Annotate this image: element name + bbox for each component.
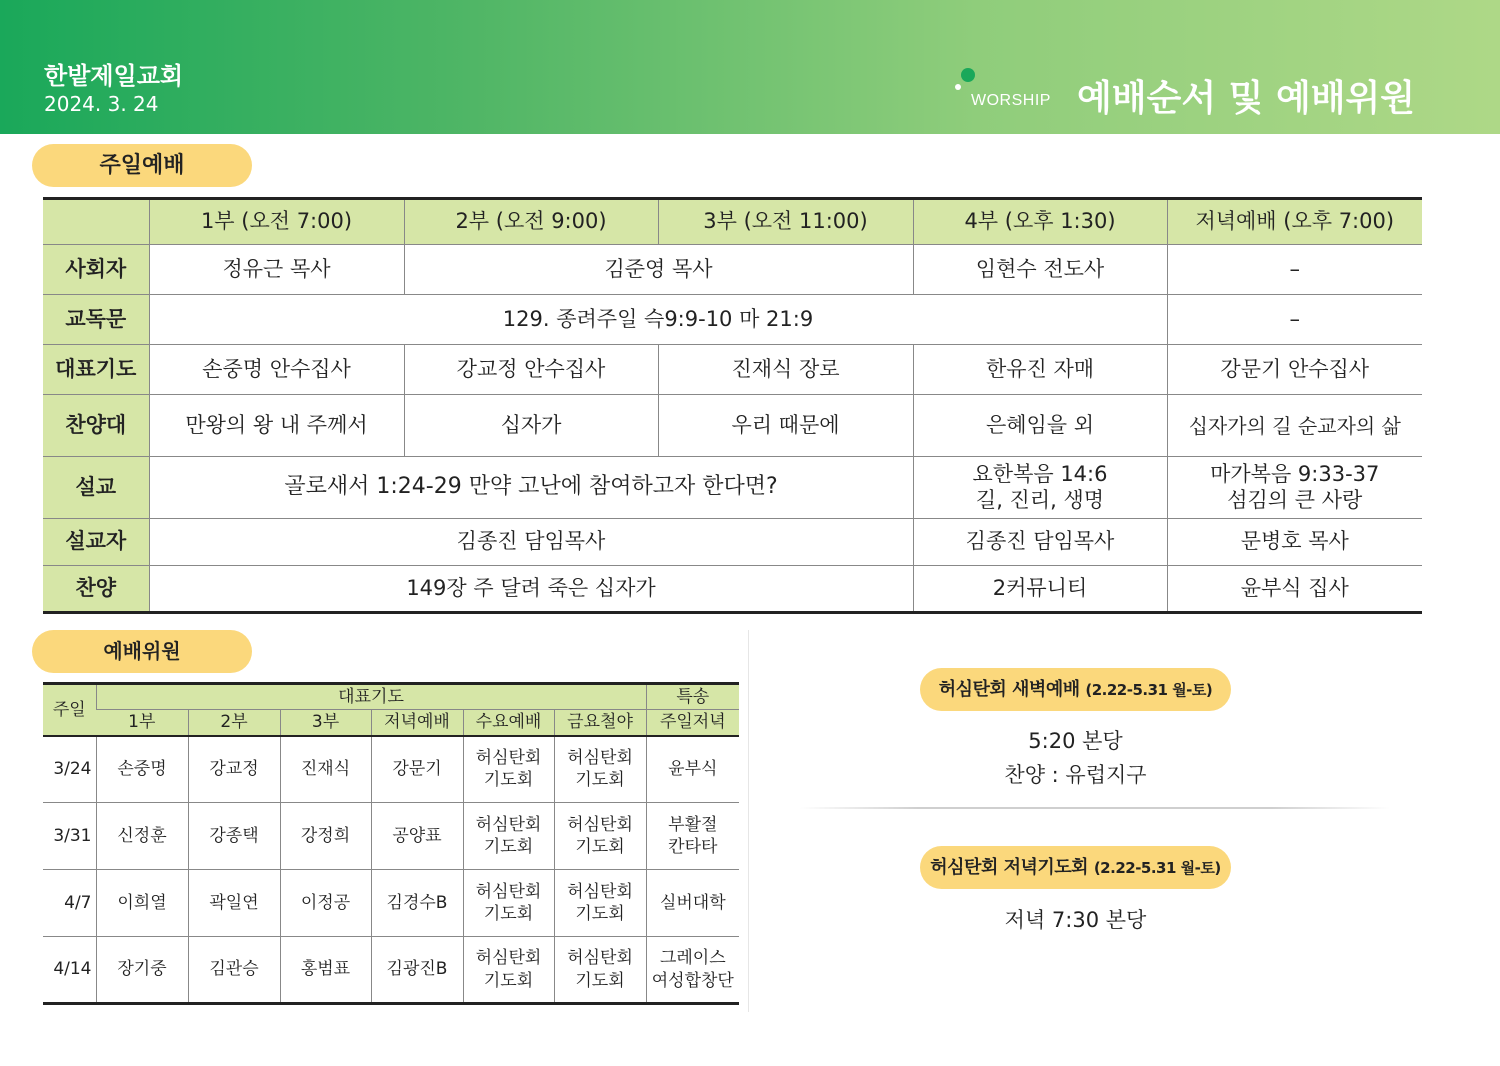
notice-divider xyxy=(800,807,1390,809)
column-header: 3부 (오전 11:00) xyxy=(658,199,913,245)
table-cell xyxy=(554,736,646,803)
column-divider xyxy=(748,630,749,1012)
week-date: 3/24 xyxy=(43,736,96,803)
cell-line: 기도회 xyxy=(575,837,625,857)
table-cell xyxy=(554,937,646,1004)
dawn-service-time: 5:20 본당 xyxy=(1028,729,1123,753)
sub-header: 저녁예배 xyxy=(371,710,463,736)
table-cell: 강문기 xyxy=(371,736,463,803)
table-cell: 진재식 xyxy=(280,736,371,803)
table-cell: – xyxy=(1167,245,1422,295)
table-row xyxy=(43,937,739,1004)
table-cell: 김종진 담임목사 xyxy=(149,519,913,566)
row-header: 찬양 xyxy=(43,566,149,613)
week-header: 주일 xyxy=(43,684,96,736)
table-cell xyxy=(463,937,554,1004)
cell-line: 허심탄회 xyxy=(475,814,542,835)
table-cell: 이정공 xyxy=(280,870,371,937)
prayer-group-header: 대표기도 xyxy=(96,684,646,710)
table-cell: 정유근 목사 xyxy=(149,245,404,295)
table-cell xyxy=(646,736,739,803)
sub-header: 1부 xyxy=(96,710,188,736)
cell-line: 기도회 xyxy=(483,970,534,991)
evening-prayer-time: 저녁 7:30 본당 xyxy=(1004,908,1147,932)
sub-header: 수요예배 xyxy=(463,710,554,736)
table-cell: 홍범표 xyxy=(280,937,371,1004)
table-cell: 149장 주 달려 죽은 십자가 xyxy=(149,566,913,613)
cell-line: 기도회 xyxy=(575,770,625,791)
sub-header: 2부 xyxy=(188,710,280,736)
column-header: 2부 (오전 9:00) xyxy=(404,199,658,245)
table-cell: 윤부식 집사 xyxy=(1167,566,1422,613)
table-cell: 우리 때문에 xyxy=(658,395,913,457)
sunday-service-table xyxy=(43,197,1422,614)
cell-line: 기도회 xyxy=(575,904,625,924)
week-date: 4/7 xyxy=(43,870,96,937)
evening-prayer-period: (2.22-5.31 월-토) xyxy=(1093,859,1221,877)
table-cell: 한유진 자매 xyxy=(913,345,1167,395)
table-cell xyxy=(463,870,554,937)
table-cell: 이희열 xyxy=(96,870,188,937)
table-cell: 2커뮤니티 xyxy=(913,566,1167,613)
cell-line: 허심탄회 xyxy=(567,814,633,835)
cell-line: 기도회 xyxy=(575,970,625,991)
evening-prayer-title: 허심탄회 저녁기도회 xyxy=(930,857,1089,878)
special-group-header: 특송 xyxy=(646,684,739,710)
table-cell: 진재식 장로 xyxy=(658,345,913,395)
table-cell: 십자가 xyxy=(404,395,658,457)
cell-line: 윤부식 xyxy=(668,759,718,780)
table-cell: 김광진B xyxy=(371,937,463,1004)
table-cell: 곽일연 xyxy=(188,870,280,937)
committee-table xyxy=(43,682,739,1005)
church-name: 한밭제일교회 xyxy=(44,62,184,90)
cell-line: 허심탄회 xyxy=(567,748,633,769)
table-cell xyxy=(646,937,739,1004)
table-cell: 강교정 xyxy=(188,736,280,803)
table-cell: 김경수B xyxy=(371,870,463,937)
cell-line: 부활절 xyxy=(668,814,718,835)
table-cell xyxy=(1167,457,1422,519)
table-cell: 십자가의 길 순교자의 삶 xyxy=(1167,395,1422,457)
table-cell: 김준영 목사 xyxy=(404,245,913,295)
cell-line: 그레이스 xyxy=(659,948,726,969)
cell-line: 허심탄회 xyxy=(475,748,542,769)
table-cell: 임현수 전도사 xyxy=(913,245,1167,295)
table-cell xyxy=(913,457,1167,519)
row-header: 대표기도 xyxy=(43,345,149,395)
dawn-service-period: (2.22-5.31 월-토) xyxy=(1085,681,1213,699)
sermon-passage: 마가복음 9:33-37 xyxy=(1210,462,1380,487)
cell-line: 허심탄회 xyxy=(567,881,633,902)
dawn-service-label xyxy=(920,668,1231,711)
column-header: 4부 (오후 1:30) xyxy=(913,199,1167,245)
cell-line: 칸타타 xyxy=(668,837,718,857)
table-cell: 문병호 목사 xyxy=(1167,519,1422,566)
week-date: 3/31 xyxy=(43,803,96,870)
row-header: 설교 xyxy=(43,457,149,519)
table-cell xyxy=(463,803,554,870)
table-cell: 장기중 xyxy=(96,937,188,1004)
table-cell: 은혜임을 외 xyxy=(913,395,1167,457)
page-title: 예배순서 및 예배위원 xyxy=(1077,78,1416,119)
table-cell: 김종진 담임목사 xyxy=(913,519,1167,566)
sub-header: 주일저녁 xyxy=(646,710,739,736)
table-row-sermon xyxy=(43,457,1422,519)
table-cell: 손중명 xyxy=(96,736,188,803)
sub-header-row xyxy=(43,710,739,736)
sermon-title: 길, 진리, 생명 xyxy=(975,487,1105,512)
table-cell: 강정희 xyxy=(280,803,371,870)
worship-tag: WORSHIP xyxy=(971,92,1051,109)
corner-cell xyxy=(43,199,149,245)
row-header: 설교자 xyxy=(43,519,149,566)
table-row-prayer xyxy=(43,345,1422,395)
header-banner xyxy=(0,0,1500,134)
table-row xyxy=(43,803,739,870)
table-cell xyxy=(646,870,739,937)
table-row-choir xyxy=(43,395,1422,457)
row-header: 찬양대 xyxy=(43,395,149,457)
committee-label: 예배위원 xyxy=(32,630,252,673)
sub-header: 3부 xyxy=(280,710,371,736)
green-dot-icon xyxy=(961,68,975,82)
table-row-preacher xyxy=(43,519,1422,566)
cell-line: 허심탄회 xyxy=(567,948,633,969)
table-row-reading xyxy=(43,295,1422,345)
column-header: 저녁예배 (오후 7:00) xyxy=(1167,199,1422,245)
week-date: 4/14 xyxy=(43,937,96,1004)
table-cell: 김관승 xyxy=(188,937,280,1004)
table-cell: 신정훈 xyxy=(96,803,188,870)
cell-line: 기도회 xyxy=(483,837,534,857)
sub-header: 금요철야 xyxy=(554,710,646,736)
dawn-service-praise: 찬양 : 유럽지구 xyxy=(1004,763,1147,787)
cell-line: 여성합창단 xyxy=(651,970,734,991)
table-row-leader xyxy=(43,245,1422,295)
table-row-praise xyxy=(43,566,1422,613)
table-cell: 골로새서 1:24-29 만약 고난에 참여하고자 한다면? xyxy=(149,457,913,519)
table-cell xyxy=(463,736,554,803)
sunday-service-label: 주일예배 xyxy=(32,144,252,187)
table-cell: 손중명 안수집사 xyxy=(149,345,404,395)
table-cell xyxy=(554,870,646,937)
table-cell: 129. 종려주일 슥9:9-10 마 21:9 xyxy=(149,295,1167,345)
cell-line: 허심탄회 xyxy=(475,881,542,902)
table-cell: 공양표 xyxy=(371,803,463,870)
table-row xyxy=(43,870,739,937)
table-cell: 강문기 안수집사 xyxy=(1167,345,1422,395)
group-header-row xyxy=(43,684,739,710)
white-dot-icon xyxy=(955,84,961,90)
cell-line: 기도회 xyxy=(483,904,534,924)
sermon-title: 섬김의 큰 사랑 xyxy=(1227,487,1363,512)
cell-line: 기도회 xyxy=(483,770,534,791)
column-header: 1부 (오전 7:00) xyxy=(149,199,404,245)
sermon-passage: 요한복음 14:6 xyxy=(972,462,1108,487)
row-header: 교독문 xyxy=(43,295,149,345)
evening-prayer-label xyxy=(920,846,1231,889)
row-header: 사회자 xyxy=(43,245,149,295)
table-header-row xyxy=(43,199,1422,245)
dawn-service-title: 허심탄회 새벽예배 xyxy=(938,679,1080,700)
table-cell: 강종택 xyxy=(188,803,280,870)
table-cell: 강교정 안수집사 xyxy=(404,345,658,395)
table-cell: 만왕의 왕 내 주께서 xyxy=(149,395,404,457)
cell-line: 허심탄회 xyxy=(475,948,542,969)
table-row xyxy=(43,736,739,803)
bulletin-date: 2024. 3. 24 xyxy=(44,92,159,116)
table-cell xyxy=(554,803,646,870)
table-cell xyxy=(646,803,739,870)
cell-line: 실버대학 xyxy=(659,892,726,913)
table-cell: – xyxy=(1167,295,1422,345)
